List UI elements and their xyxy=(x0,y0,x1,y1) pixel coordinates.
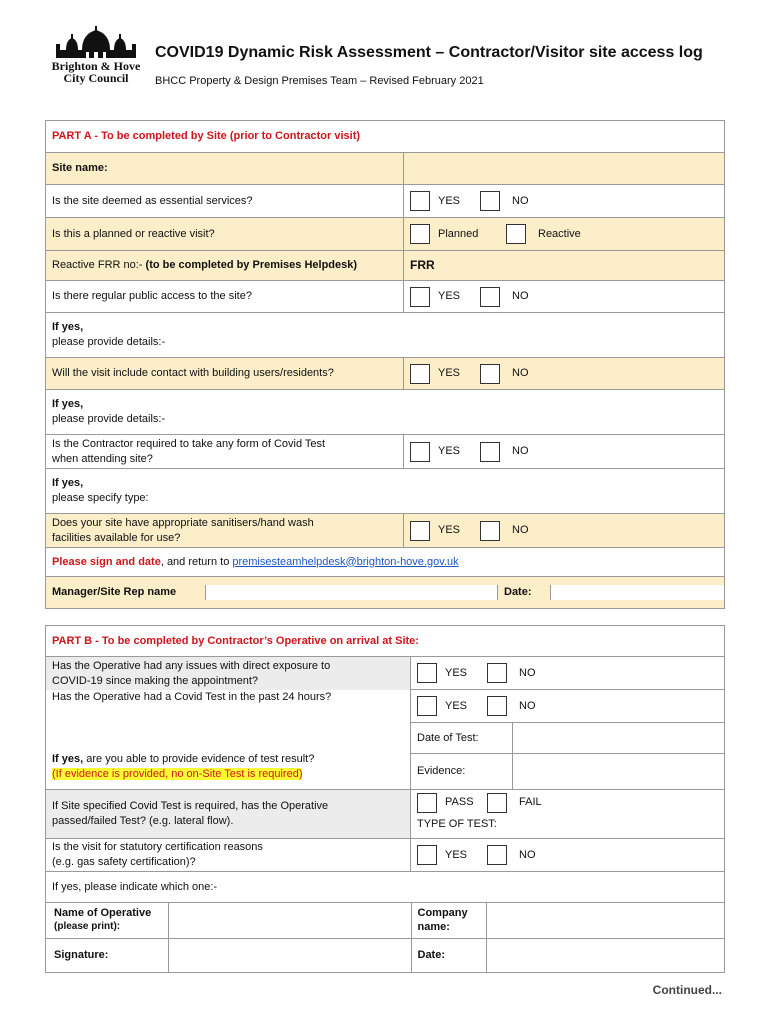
site-name-label: Site name: xyxy=(46,153,404,185)
part-a-table xyxy=(45,120,725,609)
public-yes-checkbox[interactable] xyxy=(410,287,430,307)
part-b-table xyxy=(45,625,725,973)
planned-options: Planned Reactive xyxy=(404,218,725,251)
sanitisers-options: YES NO xyxy=(404,514,725,548)
signature-label: Signature: xyxy=(46,938,168,972)
part-a-heading: PART A - To be completed by Site (prior to Contractor visit) xyxy=(46,121,725,153)
exposure-yes-checkbox[interactable] xyxy=(417,663,437,683)
manager-date-field[interactable] xyxy=(551,585,724,600)
operative-date-label: Date: xyxy=(411,938,486,972)
cert-options: YES NO xyxy=(411,839,725,872)
cert-yes-checkbox[interactable] xyxy=(417,845,437,865)
operative-name-field[interactable] xyxy=(168,903,411,938)
q-exposure: Has the Operative had any issues with direct exposure to COVID-19 since making the appointment? xyxy=(46,657,411,690)
passed-options: PASS FAIL TYPE OF TEST: xyxy=(411,790,725,839)
evidence-label: Evidence: xyxy=(411,754,513,790)
cert-no-checkbox[interactable] xyxy=(487,845,507,865)
manager-label: Manager/Site Rep name xyxy=(46,585,206,600)
part-b-heading: PART B - To be completed by Contractor’s Operative on arrival at Site: xyxy=(46,626,725,657)
essential-no-checkbox[interactable] xyxy=(480,191,500,211)
test-no-checkbox[interactable] xyxy=(480,442,500,462)
sign-instruction: Please sign and date, and return to premisesteamhelpdesk@brighton-hove.gov.uk xyxy=(46,548,725,577)
exposure-no-checkbox[interactable] xyxy=(487,663,507,683)
public-options: YES NO xyxy=(404,281,725,313)
q-test-24h: Has the Operative had a Covid Test in the past 24 hours? If yes, are you able to provide evidence of test result? (If evidence is provided, no on-Site Test is required) xyxy=(46,690,411,790)
evidence-field[interactable] xyxy=(513,754,725,790)
sanit-no-checkbox[interactable] xyxy=(480,521,500,541)
frr-field[interactable]: FRR xyxy=(404,251,725,281)
essential-options: YES NO xyxy=(404,185,725,218)
reactive-checkbox[interactable] xyxy=(506,224,526,244)
operative-block xyxy=(46,903,725,973)
council-logo-text: Brighton & Hove City Council xyxy=(51,59,141,85)
cert-which-field[interactable]: If yes, please indicate which one:- xyxy=(46,872,725,903)
q-public: Is there regular public access to the site? xyxy=(46,281,404,313)
contact-no-checkbox[interactable] xyxy=(480,364,500,384)
sanit-yes-checkbox[interactable] xyxy=(410,521,430,541)
test24-options: YES NO xyxy=(411,690,725,723)
manager-date-label: Date: xyxy=(498,585,551,600)
type-of-test-label: TYPE OF TEST: xyxy=(417,817,497,830)
contact-yes-checkbox[interactable] xyxy=(410,364,430,384)
covid-test-options: YES NO xyxy=(404,435,725,469)
essential-yes-checkbox[interactable] xyxy=(410,191,430,211)
company-label: Company name: xyxy=(411,903,486,938)
test-type-field[interactable]: If yes, please specify type: xyxy=(46,469,725,514)
pass-checkbox[interactable] xyxy=(417,793,437,813)
site-name-field[interactable] xyxy=(404,153,725,185)
operative-name-label: Name of Operative (please print): xyxy=(46,903,168,938)
contact-details-field[interactable]: If yes, please provide details:- xyxy=(46,390,725,435)
planned-checkbox[interactable] xyxy=(410,224,430,244)
date-of-test-label: Date of Test: xyxy=(411,723,513,754)
contact-options: YES NO xyxy=(404,358,725,390)
manager-name-field[interactable] xyxy=(206,585,498,600)
public-no-checkbox[interactable] xyxy=(480,287,500,307)
q-certification: Is the visit for statutory certification reasons (e.g. gas safety certification)? xyxy=(46,839,411,872)
q-planned: Is this a planned or reactive visit? xyxy=(46,218,404,251)
q-sanitisers: Does your site have appropriate sanitisers/hand wash facilities available for use? xyxy=(46,514,404,548)
pavilion-icon xyxy=(46,26,146,60)
test24-no-checkbox[interactable] xyxy=(487,696,507,716)
operative-date-field[interactable] xyxy=(486,938,724,972)
q-essential: Is the site deemed as essential services? xyxy=(46,185,404,218)
continued-label: Continued... xyxy=(652,983,722,997)
date-of-test-field[interactable] xyxy=(513,723,725,754)
signature-field[interactable] xyxy=(168,938,411,972)
frr-label: Reactive FRR no:- (to be completed by Premises Helpdesk) xyxy=(46,251,404,281)
test-yes-checkbox[interactable] xyxy=(410,442,430,462)
q-contact: Will the visit include contact with building users/residents? xyxy=(46,358,404,390)
company-field[interactable] xyxy=(486,903,724,938)
evidence-note: (If evidence is provided, no on-Site Test is required) xyxy=(52,767,303,780)
form-title: COVID19 Dynamic Risk Assessment – Contractor/Visitor site access log xyxy=(155,44,703,61)
test24-yes-checkbox[interactable] xyxy=(417,696,437,716)
helpdesk-email-link[interactable]: premisesteamhelpdesk@brighton-hove.gov.uk xyxy=(232,555,459,568)
q-covid-test: Is the Contractor required to take any form of Covid Test when attending site? xyxy=(46,435,404,469)
public-details-field[interactable]: If yes, please provide details:- xyxy=(46,313,725,358)
manager-row xyxy=(46,577,725,609)
exposure-options: YES NO xyxy=(411,657,725,690)
q-passed: If Site specified Covid Test is required, has the Operative passed/failed Test? (e.g. lateral flow). xyxy=(46,790,411,839)
fail-checkbox[interactable] xyxy=(487,793,507,813)
form-subtitle: BHCC Property & Design Premises Team – Revised February 2021 xyxy=(155,75,484,87)
